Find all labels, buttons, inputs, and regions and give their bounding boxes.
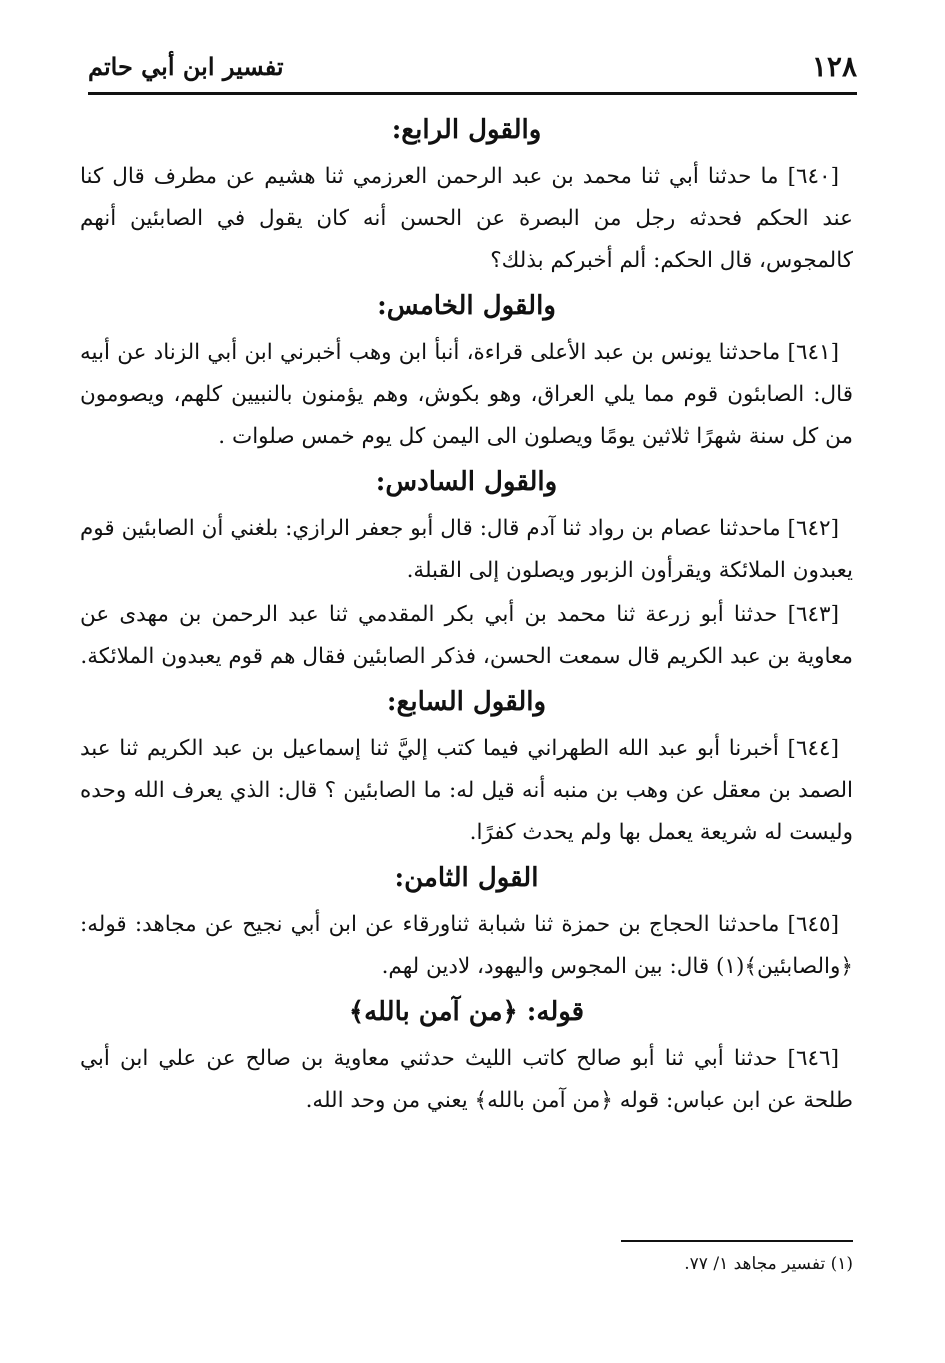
paragraph-646: [٦٤٦] حدثنا أبي ثنا أبو صالح كاتب الليث حدثني معاوية بن صالح عن علي ابن أبي طلحة عن ابن عباس: قوله ﴿من آمن بالله﴾ يعني من وحد الله. xyxy=(80,1046,853,1113)
footnote: (١) تفسير مجاهد ١/ ٧٧. xyxy=(684,1254,853,1274)
book-title: تفسير ابن أبي حاتم xyxy=(88,51,284,81)
paragraph-641: [٦٤١] ماحدثنا يونس بن عبد الأعلى قراءة، أنبأ ابن وهب أخبرني ابن أبي الزناد عن أبيه قال: الصابئون قوم مما يلي العراق، وهو بكوش، وهم يؤمنون بالنبيين كلهم، ويصومون من كل سنة شهرًا ثلاثين يومًا ويصلون الى اليمن كل يوم خمس صلوات . xyxy=(80,340,853,449)
header-rule xyxy=(88,92,857,95)
section-heading-8: القول الثامن: xyxy=(394,863,539,893)
paragraph-645: [٦٤٥] ماحدثنا الحجاج بن حمزة ثنا شبابة ثناورقاء عن ابن أبي نجيح عن مجاهد: قوله: ﴿والصابئين﴾(١) قال: بين المجوس واليهود، لادين لهم. xyxy=(80,912,853,979)
paragraph-643: [٦٤٣] حدثنا أبو زرعة ثنا محمد بن أبي بكر المقدمي ثنا عبد الرحمن بن مهدى عن معاوية بن عبد الكريم قال سمعت الحسن، فذكر الصابئين فقال هم قوم يعبدون الملائكة. xyxy=(80,602,853,669)
footnote-rule xyxy=(621,1240,853,1242)
page-body xyxy=(80,106,853,1124)
running-head xyxy=(88,40,857,92)
section-heading-5: والقول الخامس: xyxy=(377,291,556,321)
section-heading-7: والقول السابع: xyxy=(386,687,547,717)
page-number: ١٢٨ xyxy=(811,49,857,83)
section-heading-4: والقول الرابع: xyxy=(391,115,542,145)
verse-heading: قوله: ﴿من آمن بالله﴾ xyxy=(348,997,585,1027)
paragraph-642: [٦٤٢] ماحدثنا عصام بن رواد ثنا آدم قال: قال أبو جعفر الرازي: بلغني أن الصابئين قوم يعبدون الملائكة ويقرأون الزبور ويصلون إلى القبلة. xyxy=(80,516,853,583)
paragraph-640: [٦٤٠] ما حدثنا أبي ثنا محمد بن عبد الرحمن العرزمي ثنا هشيم عن مطرف قال كنا عند الحكم فحدثه رجل من البصرة عن الحسن أنه كان يقول في الصابئين أنهم كالمجوس، قال الحكم: ألم أخبركم بذلك؟ xyxy=(80,164,853,273)
section-heading-6: والقول السادس: xyxy=(375,467,558,497)
paragraph-644: [٦٤٤] أخبرنا أبو عبد الله الطهراني فيما كتب إليَّ ثنا إسماعيل بن عبد الكريم ثنا عبد الصمد بن معقل عن وهب بن منبه أنه قيل له: ما الصابئين ؟ قال: الذي يعرف الله وحده وليست له شريعة يعمل بها ولم يحدث كفرًا. xyxy=(80,736,853,845)
